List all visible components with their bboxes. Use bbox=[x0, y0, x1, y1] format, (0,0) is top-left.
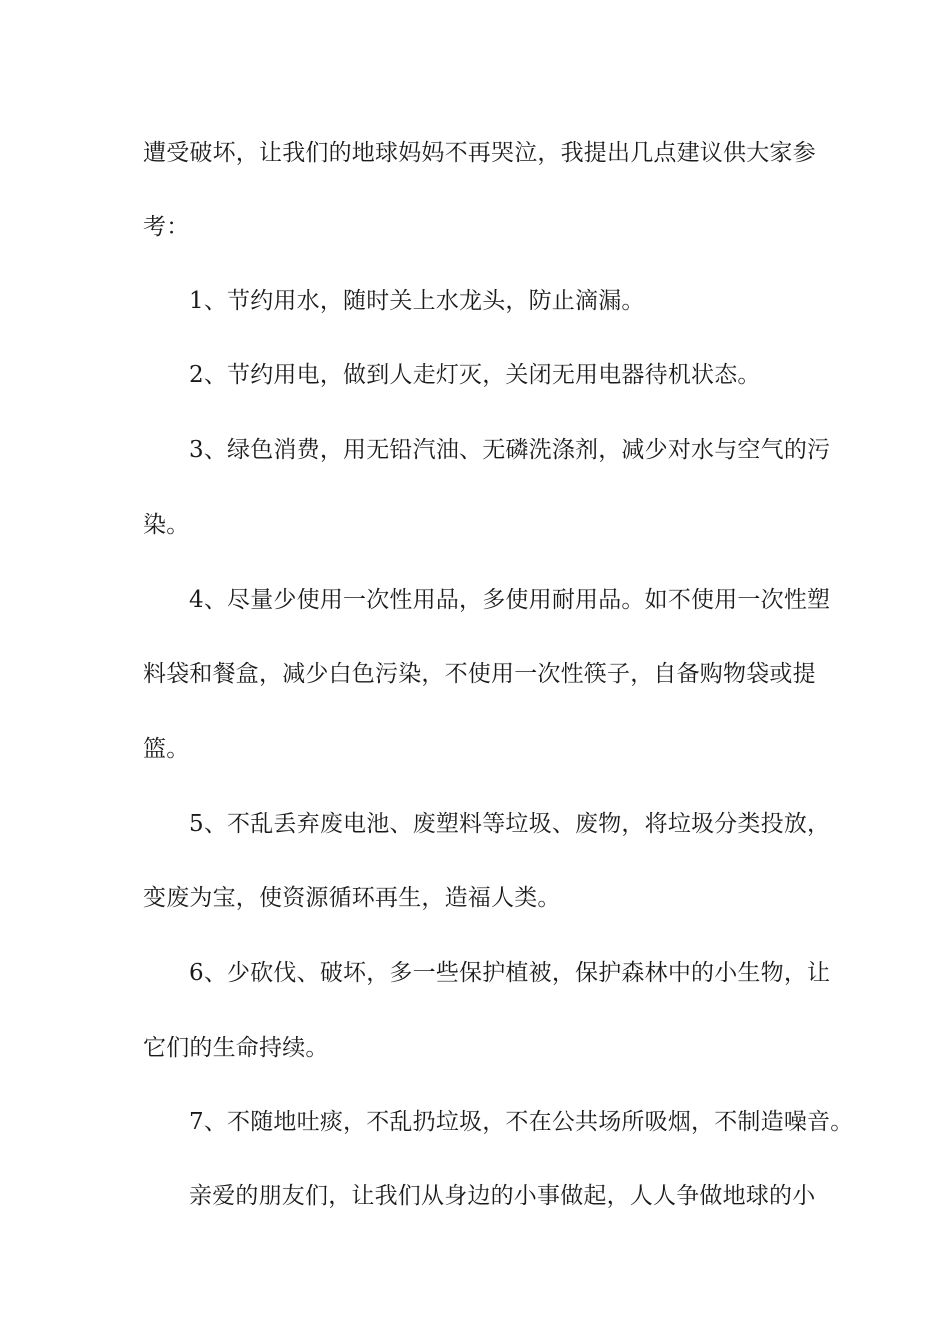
list-item-4: 4、尽量少使用一次性用品，多使用耐用品。如不使用一次性塑 bbox=[189, 587, 831, 613]
list-item-6: 6、少砍伐、破坏，多一些保护植被，保护森林中的小生物，让 bbox=[189, 960, 831, 986]
paragraph-line: 考： bbox=[143, 214, 190, 240]
list-item-3: 3、绿色消费，用无铅汽油、无磷洗涤剂，减少对水与空气的污 bbox=[189, 437, 831, 463]
paragraph-line: 料袋和餐盒，减少白色污染，不使用一次性筷子，自备购物袋或提 bbox=[143, 661, 816, 687]
paragraph-line: 它们的生命持续。 bbox=[143, 1035, 329, 1061]
paragraph-line: 遭受破坏，让我们的地球妈妈不再哭泣，我提出几点建议供大家参 bbox=[143, 140, 816, 166]
list-item-5: 5、不乱丢弃废电池、废塑料等垃圾、废物，将垃圾分类投放， bbox=[189, 811, 831, 837]
paragraph-line: 变废为宝，使资源循环再生，造福人类。 bbox=[143, 885, 561, 911]
list-item-1: 1、节约用水，随时关上水龙头，防止滴漏。 bbox=[189, 288, 645, 314]
closing-paragraph-line: 亲爱的朋友们，让我们从身边的小事做起，人人争做地球的小 bbox=[189, 1183, 816, 1209]
list-item-2: 2、节约用电，做到人走灯灭，关闭无用电器待机状态。 bbox=[189, 362, 761, 388]
paragraph-line: 篮。 bbox=[143, 736, 190, 762]
paragraph-line: 染。 bbox=[143, 512, 190, 538]
list-item-7: 7、不随地吐痰，不乱扔垃圾，不在公共场所吸烟，不制造噪音。 bbox=[189, 1109, 854, 1135]
